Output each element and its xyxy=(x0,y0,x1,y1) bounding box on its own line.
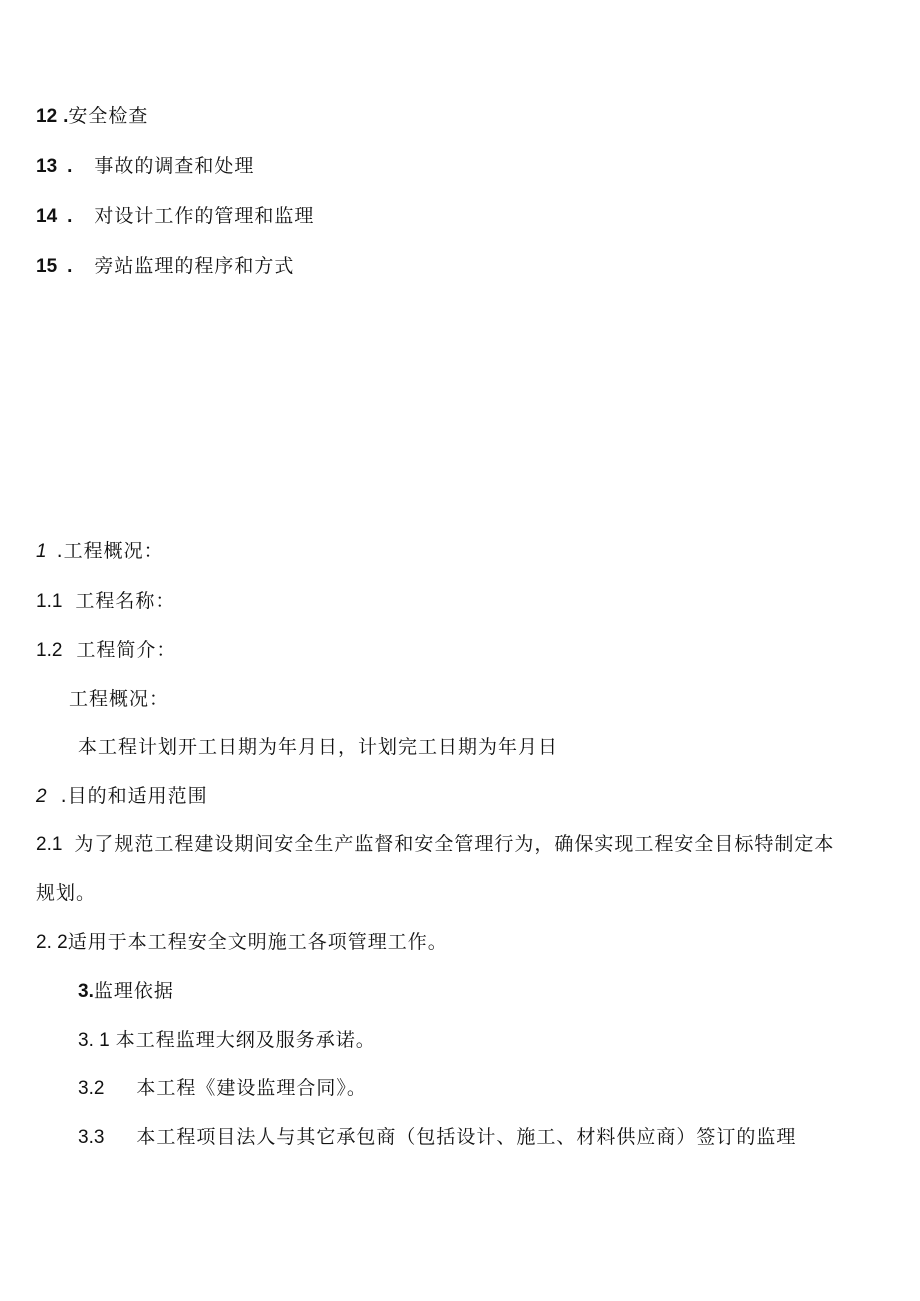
subsection-number: 3.2 xyxy=(78,1078,105,1099)
section-title: 监理依据 xyxy=(93,980,174,1002)
toc-separator: . xyxy=(67,206,73,227)
subsection-number: 3.3 xyxy=(78,1127,105,1148)
subsection-text: 本工程项目法人与其它承包商（包括设计、施工、材料供应商）签订的监理 xyxy=(136,1126,797,1148)
schedule-sentence: 本工程计划开工日期为年月日，计划完工日期为年月日 xyxy=(78,736,559,758)
subsection-1-1 xyxy=(36,589,175,614)
section-title: .工程概况： xyxy=(56,540,164,562)
subsection-3-2 xyxy=(78,1076,367,1101)
toc-text: 对设计工作的管理和监理 xyxy=(94,205,315,227)
subsection-number: 2. 2 xyxy=(36,932,68,953)
toc-separator: . xyxy=(63,106,69,127)
subsection-3-1 xyxy=(78,1028,376,1053)
subsection-number: 1.1 xyxy=(36,591,63,612)
toc-number: 14 xyxy=(36,206,58,227)
toc-item-13 xyxy=(36,154,254,179)
schedule-text xyxy=(78,735,558,759)
subsection-number: 3. 1 xyxy=(78,1030,110,1051)
subsection-2-1-continued xyxy=(36,881,96,905)
subsection-2-2 xyxy=(36,930,448,955)
subsection-text: 为了规范工程建设期间安全生产监督和安全管理行为，确保实现工程安全目标特制定本 xyxy=(74,833,835,855)
subsection-text: 本工程《建设监理合同》。 xyxy=(136,1077,367,1099)
toc-text: 事故的调查和处理 xyxy=(94,155,255,177)
toc-separator: . xyxy=(67,156,73,177)
subsection-2-1 xyxy=(36,832,834,857)
subsection-1-2 xyxy=(36,638,176,663)
subsection-text: 规划。 xyxy=(36,882,97,904)
toc-item-12 xyxy=(36,104,148,129)
section-number: 1 xyxy=(36,541,47,562)
subsection-number: 1.2 xyxy=(36,640,63,661)
subsection-text: 工程简介： xyxy=(76,639,177,661)
toc-item-15 xyxy=(36,254,294,279)
overview-label xyxy=(69,687,169,711)
section2-heading xyxy=(36,784,208,809)
toc-number: 15 xyxy=(36,256,58,277)
subsection-text: 本工程监理大纲及服务承诺。 xyxy=(115,1029,376,1051)
section3-heading xyxy=(78,979,174,1004)
subsection-number: 2.1 xyxy=(36,834,63,855)
subsection-text: 工程名称： xyxy=(75,590,176,612)
toc-item-14 xyxy=(36,204,314,229)
subsection-3-3 xyxy=(78,1125,796,1150)
toc-text: 安全检查 xyxy=(68,105,149,127)
toc-number: 12 xyxy=(36,106,58,127)
toc-separator: . xyxy=(67,256,73,277)
section-number: 3. xyxy=(78,981,94,1002)
section-title: .目的和适用范围 xyxy=(60,785,208,807)
overview-label-text: 工程概况： xyxy=(69,688,170,710)
section-number: 2 xyxy=(36,786,47,807)
section1-heading xyxy=(36,539,164,564)
toc-text: 旁站监理的程序和方式 xyxy=(94,255,295,277)
toc-number: 13 xyxy=(36,156,58,177)
subsection-text: 适用于本工程安全文明施工各项管理工作。 xyxy=(67,931,448,953)
